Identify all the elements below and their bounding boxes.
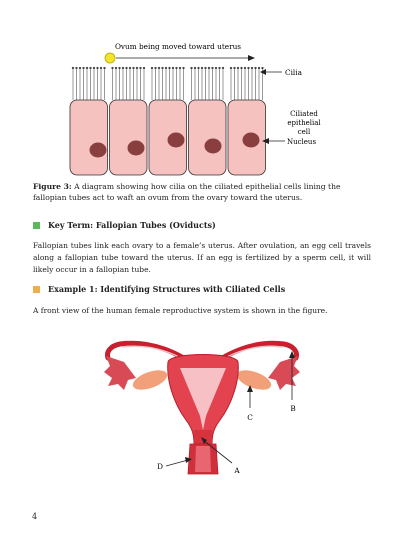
example-title: Example 1: Identifying Structures with Ciliated Cells [48, 284, 286, 294]
key-term-square-icon [33, 222, 40, 229]
key-term-body: Fallopian tubes link each ovary to a female’s uterus. After ovulation, an egg cell travels along a fallopian tube toward the uterus. If an egg is fertilized by a sperm cell, it will likely occur in a fallopian tube. [33, 241, 371, 275]
key-term-heading [33, 220, 216, 230]
label-a: A [234, 466, 240, 475]
nucleus-label: Nucleus [287, 138, 317, 146]
cell-nucleus [128, 141, 145, 156]
figure-caption [33, 181, 371, 203]
caption-bold: Figure 3: [33, 182, 72, 191]
page-number: 4 [32, 512, 38, 521]
ovum-icon [105, 53, 115, 63]
epithelial-cell [70, 100, 108, 175]
fimbriae-right [268, 356, 300, 390]
example-square-icon [33, 286, 40, 293]
ciliated-label-3: cell [297, 128, 311, 136]
caption-text: A diagram showing how cilia on the ciliated epithelial cells lining the fallopian tubes act to waft an ovum from the ovary toward the uterus. [33, 182, 341, 203]
label-c: C [247, 413, 253, 422]
epithelial-cell [110, 100, 148, 175]
ovum-label: Ovum being moved toward uterus [114, 42, 242, 51]
ciliated-cells-figure [0, 0, 400, 180]
ovary-right [234, 366, 273, 393]
epithelial-cells [70, 100, 266, 175]
ciliated-label-1: Ciliated [290, 110, 318, 118]
fimbriae-left [104, 356, 136, 390]
label-b: B [290, 404, 296, 413]
ciliated-label-2: epithelial [287, 119, 321, 127]
cilia [72, 67, 263, 100]
epithelial-cell [189, 100, 227, 175]
reproductive-system-figure [0, 320, 400, 520]
key-term-title: Key Term: Fallopian Tubes (Oviducts) [48, 220, 216, 230]
label-d: D [157, 462, 163, 471]
cell-nucleus [243, 133, 260, 148]
cell-nucleus [205, 139, 222, 154]
ovary-left [130, 366, 169, 393]
cilia-label: Cilia [285, 68, 302, 77]
example-body: A front view of the human female reproductive system is shown in the figure. [33, 306, 328, 315]
example-heading [33, 284, 285, 294]
cell-nucleus [168, 133, 185, 148]
cell-nucleus [90, 143, 107, 158]
